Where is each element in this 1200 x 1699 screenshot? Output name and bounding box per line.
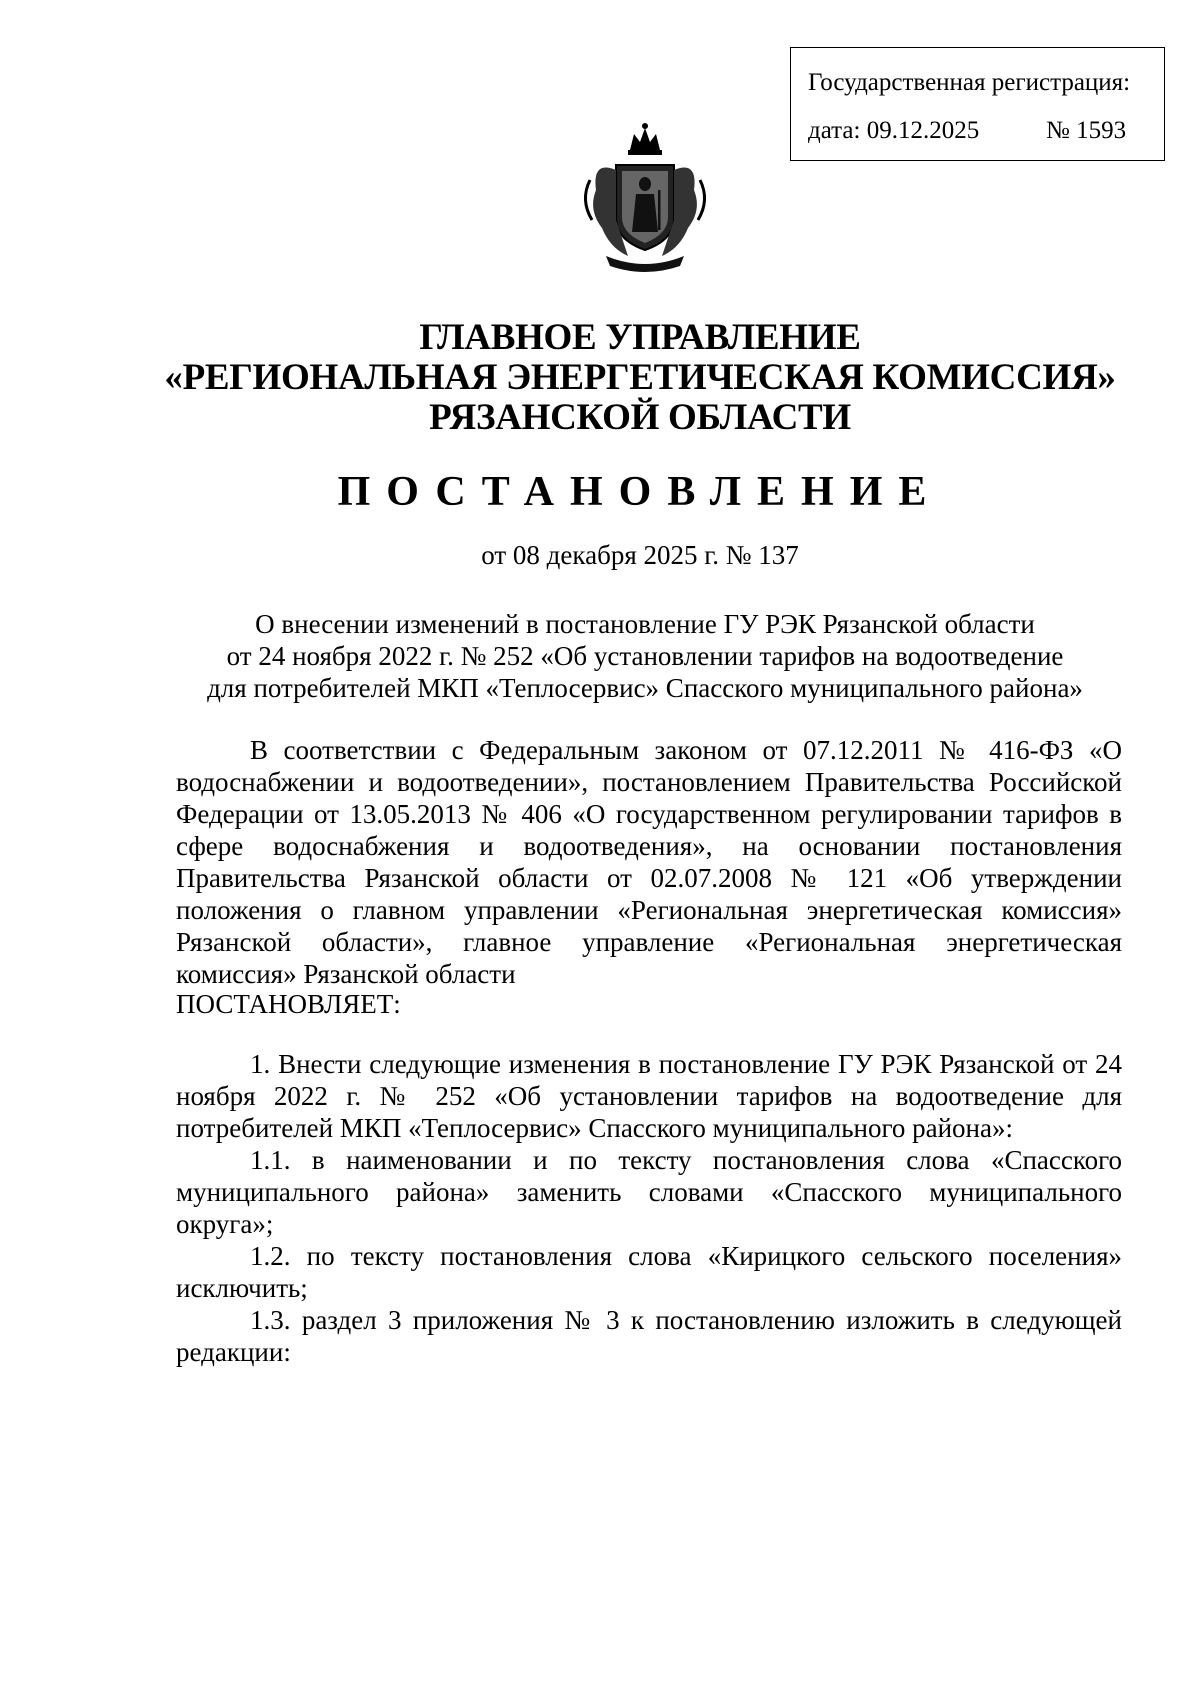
item-1-1: 1.1. в наименовании и по тексту постановления слова «Спасского муниципального района» заменить словами «Спасского муниципального округа»;: [176, 1145, 1122, 1239]
subject-line-3: для потребителей МКП «Теплосервис» Спасского муниципального района»: [207, 673, 1083, 703]
preamble-paragraph: В соответствии с Федеральным законом от 07.12.2011 № 416-ФЗ «О водоснабжении и водоотведении», постановлением Правительства Российской Федерации от 13.05.2013 № 406 «О государственном регулировании тарифов в сфере водоснабжения и водоотведения», на основании постановления Правительства Рязанской области от 02.07.2008 № 121 «Об утверждении положения о главном управлении «Региональная энергетическая комиссия» Рязанской области», главное управление «Региональная энергетическая комиссия» Рязанской области: [176, 735, 1122, 989]
document-subject: [120, 608, 1170, 704]
registration-stamp: [790, 47, 1165, 161]
org-line-2: «РЕГИОНАЛЬНАЯ ЭНЕРГЕТИЧЕСКАЯ КОМИССИЯ»: [164, 357, 1116, 398]
item-1-3: 1.3. раздел 3 приложения № 3 к постановлению изложить в следующей редакции:: [176, 1305, 1122, 1367]
org-line-3: РЯЗАНСКОЙ ОБЛАСТИ: [429, 397, 851, 438]
item-1-2: 1.2. по тексту постановления слова «Кирицкого сельского поселения» исключить;: [176, 1241, 1122, 1303]
registration-date: дата: 09.12.2025: [808, 117, 980, 144]
registration-number: № 1593: [1046, 117, 1127, 144]
document-type: ПОСТАНОВЛЕНИЕ: [337, 469, 943, 515]
resolution-items: [176, 1048, 1122, 1368]
enact-word: ПОСТАНОВЛЯЕТ:: [176, 989, 401, 1019]
item-1: 1. Внести следующие изменения в постановление ГУ РЭК Рязанской от 24 ноября 2022 г. № 252 «Об установлении тарифов на водоотведение для потребителей МКП «Теплосервис» Спасского муниципального района»:: [176, 1049, 1122, 1143]
registration-title: Государственная регистрация:: [808, 69, 1131, 96]
document-date-number: от 08 декабря 2025 г. № 137: [481, 540, 799, 570]
org-line-1: ГЛАВНОЕ УПРАВЛЕНИЕ: [419, 317, 861, 358]
organization-name: [100, 318, 1180, 438]
subject-line-2: от 24 ноября 2022 г. № 252 «Об установлении тарифов на водоотведение: [226, 641, 1064, 671]
ryazan-coat-of-arms-icon: [572, 120, 718, 275]
subject-line-1: О внесении изменений в постановление ГУ РЭК Рязанской области: [255, 609, 1035, 639]
